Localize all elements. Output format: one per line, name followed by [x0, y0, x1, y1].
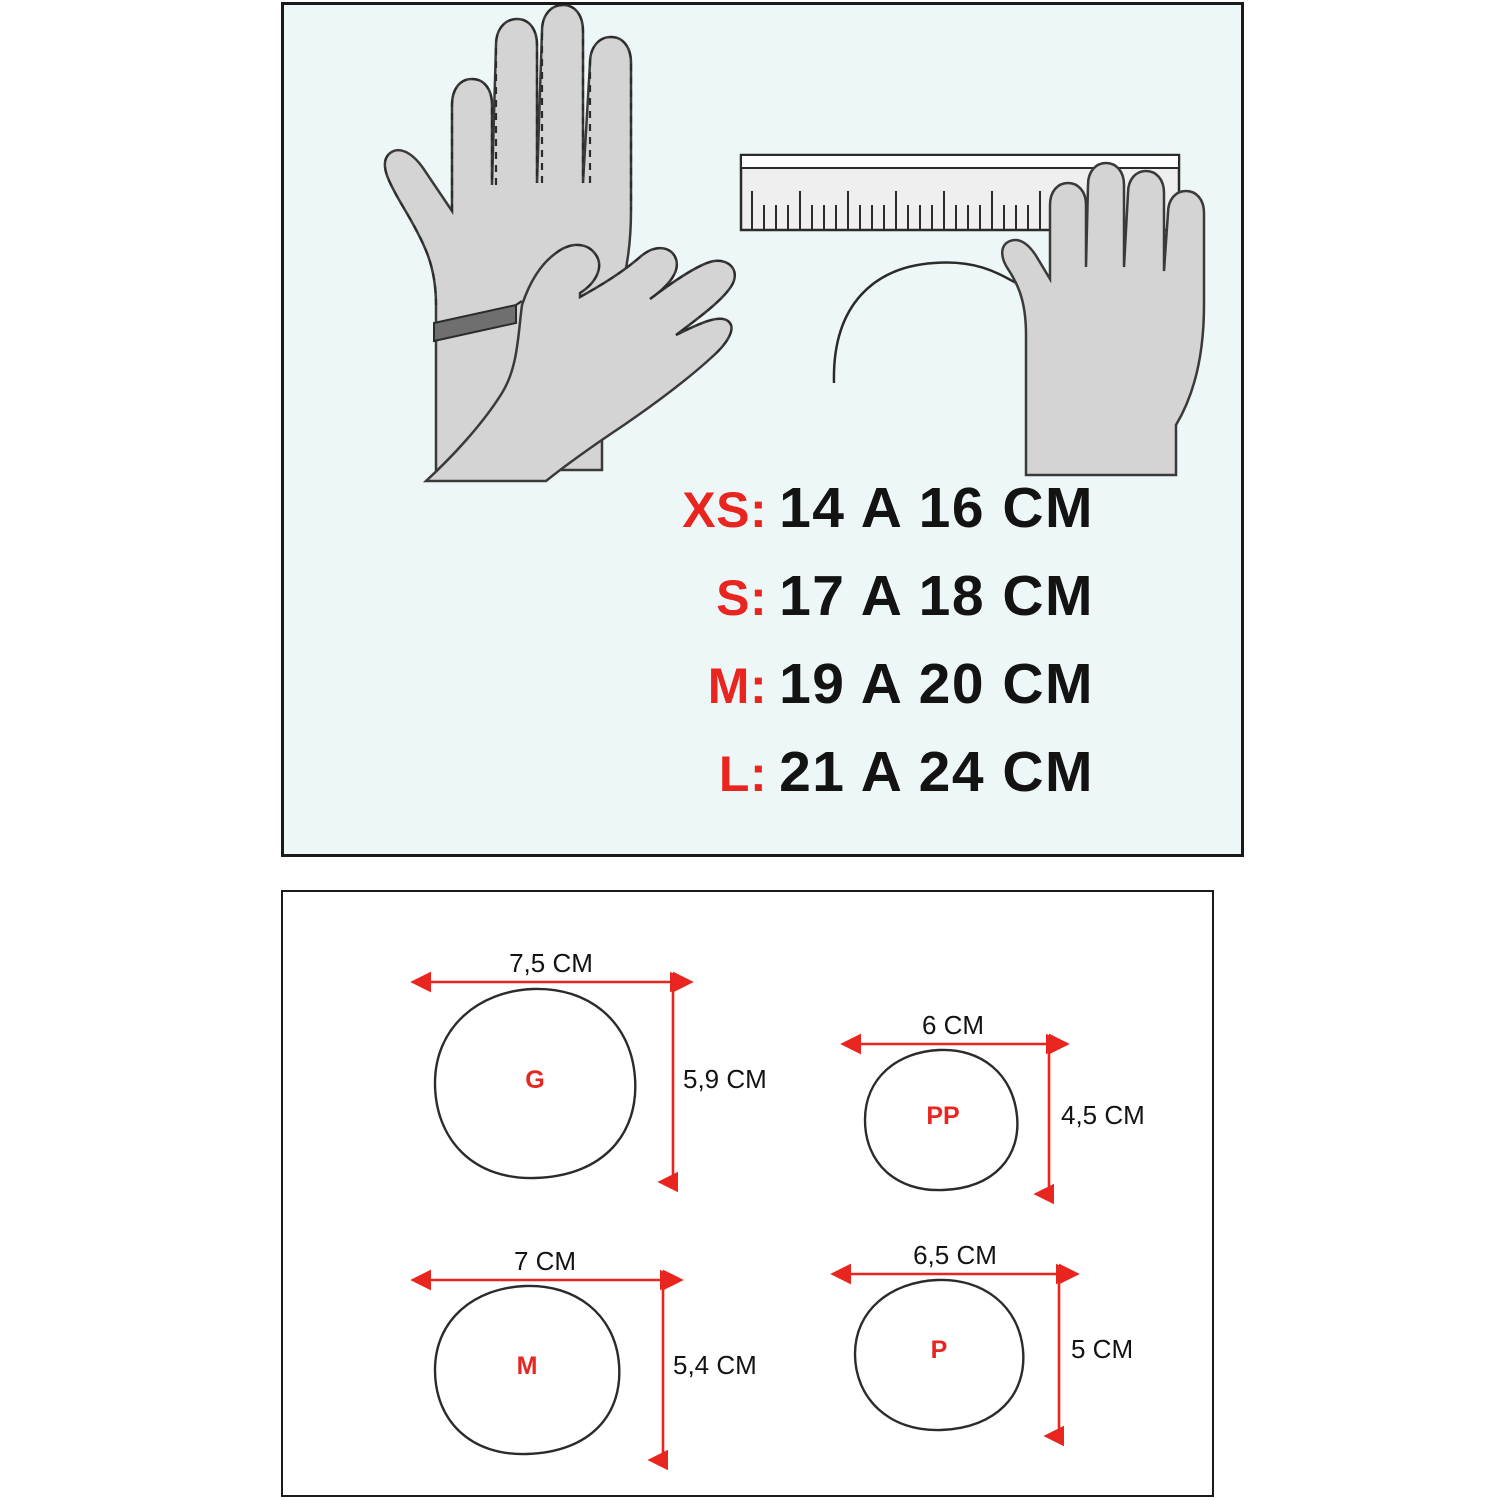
shape-M [431, 1246, 757, 1460]
bottom-panel [281, 890, 1214, 1497]
shape-PP [861, 1010, 1145, 1194]
right-scene [741, 155, 1204, 475]
shape-label-M: M [516, 1352, 538, 1380]
shape-P [851, 1240, 1133, 1436]
shape-G [431, 948, 767, 1182]
size-row [574, 651, 1094, 739]
shape-label-P: P [930, 1336, 948, 1364]
size-range: 21 A 24 CM [779, 740, 1094, 804]
shape-P-height-label: 5 CM [1071, 1334, 1134, 1364]
hand-measuring-illustration [284, 5, 1241, 495]
shape-label-G: G [525, 1066, 545, 1094]
size-label: M: [707, 658, 768, 714]
shape-label-PP: PP [926, 1102, 960, 1130]
size-label: S: [716, 570, 768, 626]
shape-PP-height-label: 4,5 CM [1061, 1100, 1145, 1130]
size-chart-list [574, 475, 1094, 827]
size-row [574, 563, 1094, 651]
size-row [574, 739, 1094, 827]
size-range: 14 A 16 CM [779, 476, 1094, 540]
size-row [574, 475, 1094, 563]
top-panel [281, 2, 1244, 857]
size-range: 19 A 20 CM [779, 652, 1094, 716]
shape-PP-width-label: 6 CM [921, 1010, 985, 1040]
shape-P-width-label: 6,5 CM [913, 1240, 997, 1270]
size-label: L: [718, 746, 768, 802]
size-label: XS: [682, 482, 768, 538]
left-scene [385, 5, 735, 481]
shape-M-height-label: 5,4 CM [673, 1350, 757, 1380]
shape-G-height-label: 5,9 CM [683, 1064, 767, 1094]
shape-M-width-label: 7 CM [513, 1246, 577, 1276]
size-range: 17 A 18 CM [779, 564, 1094, 628]
shape-G-width-label: 7,5 CM [509, 948, 593, 978]
shape-dimensions-diagram [283, 892, 1212, 1495]
